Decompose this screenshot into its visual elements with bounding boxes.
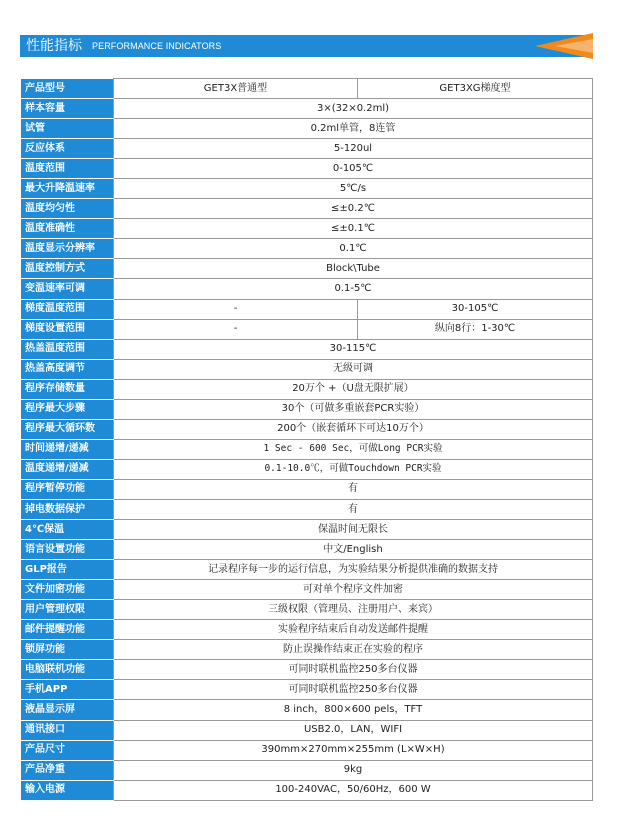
table-row xyxy=(21,379,593,399)
row-value: 中文/English xyxy=(114,540,593,560)
row-value: 可同时联机监控250多台仪器 xyxy=(114,680,593,700)
row-label: 热盖高度调节 xyxy=(21,359,114,379)
row-label: 温度准确性 xyxy=(21,219,114,239)
row-value: Block\Tube xyxy=(114,259,593,279)
row-value: 可对单个程序文件加密 xyxy=(114,580,593,600)
row-label: 温度显示分辨率 xyxy=(21,239,114,259)
row-label: 样本容量 xyxy=(21,99,114,119)
row-value: 20万个 +（U盘无限扩展） xyxy=(114,379,593,399)
row-value-gradient: 纵向8行：1-30℃ xyxy=(358,319,593,339)
row-label: 试管 xyxy=(21,119,114,139)
row-value: 5-120ul xyxy=(114,139,593,159)
table-row xyxy=(21,620,593,640)
table-row xyxy=(21,640,593,660)
column-header-standard: GET3X普通型 xyxy=(114,79,358,99)
row-label: 程序暂停功能 xyxy=(21,479,114,499)
row-value: ≤±0.1℃ xyxy=(114,219,593,239)
table-row xyxy=(21,199,593,219)
table-row xyxy=(21,700,593,720)
row-value: 390mm×270mm×255mm (L×W×H) xyxy=(114,740,593,760)
table-row xyxy=(21,99,593,119)
row-value: 三级权限（管理员、注册用户、来宾） xyxy=(114,600,593,620)
row-value: 可同时联机监控250多台仪器 xyxy=(114,660,593,680)
row-value: 5℃/s xyxy=(114,179,593,199)
table-row xyxy=(21,419,593,439)
row-value: 记录程序每一步的运行信息，为实验结果分析提供准确的数据支持 xyxy=(114,560,593,580)
row-value: 有 xyxy=(114,479,593,499)
table-row xyxy=(21,439,593,459)
table-row xyxy=(21,740,593,760)
row-label: 通讯接口 xyxy=(21,720,114,740)
row-value-standard: - xyxy=(114,299,358,319)
row-label: 液晶显示屏 xyxy=(21,700,114,720)
table-row xyxy=(21,279,593,299)
table-row xyxy=(21,479,593,499)
row-label: 程序最大循环数 xyxy=(21,419,114,439)
row-value: 无级可调 xyxy=(114,359,593,379)
row-label: 输入电源 xyxy=(21,780,114,800)
row-label: 最大升降温速率 xyxy=(21,179,114,199)
column-header-gradient: GET3XG梯度型 xyxy=(358,79,593,99)
row-value: 30-115℃ xyxy=(114,339,593,359)
row-value: 100-240VAC，50/60Hz，600 W xyxy=(114,780,593,800)
table-row xyxy=(21,720,593,740)
row-label: 梯度温度范围 xyxy=(21,299,114,319)
row-label: 语言设置功能 xyxy=(21,540,114,560)
row-value-gradient: 30-105℃ xyxy=(358,299,593,319)
row-label: 文件加密功能 xyxy=(21,580,114,600)
table-row xyxy=(21,119,593,139)
section-header xyxy=(20,35,593,57)
table-row xyxy=(21,339,593,359)
arrow-left-icon xyxy=(535,33,593,59)
row-label: 程序最大步骤 xyxy=(21,399,114,419)
row-value: 9kg xyxy=(114,760,593,780)
row-label: 时间递增/递减 xyxy=(21,439,114,459)
table-row xyxy=(21,459,593,479)
row-label: 温度递增/递减 xyxy=(21,459,114,479)
table-row xyxy=(21,399,593,419)
section-subtitle: PERFORMANCE INDICATORS xyxy=(92,41,222,51)
row-value: 30个（可做多重嵌套PCR实验） xyxy=(114,399,593,419)
row-value: 防止误操作结束正在实验的程序 xyxy=(114,640,593,660)
table-row xyxy=(21,580,593,600)
table-row xyxy=(21,660,593,680)
row-value: 实验程序结束后自动发送邮件提醒 xyxy=(114,620,593,640)
table-row xyxy=(21,259,593,279)
row-value-standard: - xyxy=(114,319,358,339)
row-label: 锁屏功能 xyxy=(21,640,114,660)
table-header-row xyxy=(21,79,593,99)
row-label: 热盖温度范围 xyxy=(21,339,114,359)
row-label: 梯度设置范围 xyxy=(21,319,114,339)
row-value: ≤±0.2℃ xyxy=(114,199,593,219)
table-row xyxy=(21,239,593,259)
row-label: 产品型号 xyxy=(21,79,114,99)
row-label: 程序存储数量 xyxy=(21,379,114,399)
table-row xyxy=(21,680,593,700)
row-value: USB2.0，LAN，WIFI xyxy=(114,720,593,740)
table-row xyxy=(21,780,593,800)
row-label: 产品净重 xyxy=(21,760,114,780)
table-row xyxy=(21,560,593,580)
row-label: 掉电数据保护 xyxy=(21,499,114,519)
table-row xyxy=(21,179,593,199)
table-row xyxy=(21,499,593,519)
row-value: 0-105℃ xyxy=(114,159,593,179)
row-label: 邮件提醒功能 xyxy=(21,620,114,640)
table-row xyxy=(21,139,593,159)
row-label: 产品尺寸 xyxy=(21,740,114,760)
row-value: 有 xyxy=(114,499,593,519)
section-title: 性能指标 xyxy=(26,38,82,54)
table-row xyxy=(21,319,593,339)
row-label: 温度均匀性 xyxy=(21,199,114,219)
row-value: 保温时间无限长 xyxy=(114,520,593,540)
row-value: 0.2ml单管，8连管 xyxy=(114,119,593,139)
row-label: 用户管理权限 xyxy=(21,600,114,620)
table-row xyxy=(21,600,593,620)
table-row xyxy=(21,520,593,540)
row-label: 温度范围 xyxy=(21,159,114,179)
row-label: 电脑联机功能 xyxy=(21,660,114,680)
spec-table xyxy=(20,78,593,801)
row-label: 反应体系 xyxy=(21,139,114,159)
row-value: 0.1-5℃ xyxy=(114,279,593,299)
row-label: GLP报告 xyxy=(21,560,114,580)
table-row xyxy=(21,299,593,319)
row-value: 1 Sec - 600 Sec，可做Long PCR实验 xyxy=(114,439,593,459)
row-label: 温度控制方式 xyxy=(21,259,114,279)
table-row xyxy=(21,540,593,560)
table-row xyxy=(21,359,593,379)
row-label: 手机APP xyxy=(21,680,114,700)
table-row xyxy=(21,219,593,239)
row-value: 0.1℃ xyxy=(114,239,593,259)
row-value: 0.1-10.0℃，可做Touchdown PCR实验 xyxy=(114,459,593,479)
row-label: 4℃保温 xyxy=(21,520,114,540)
row-value: 3×(32×0.2ml) xyxy=(114,99,593,119)
row-label: 变温速率可调 xyxy=(21,279,114,299)
table-row xyxy=(21,760,593,780)
table-row xyxy=(21,159,593,179)
row-value: 200个（嵌套循环下可达10万个） xyxy=(114,419,593,439)
row-value: 8 inch，800×600 pels，TFT xyxy=(114,700,593,720)
